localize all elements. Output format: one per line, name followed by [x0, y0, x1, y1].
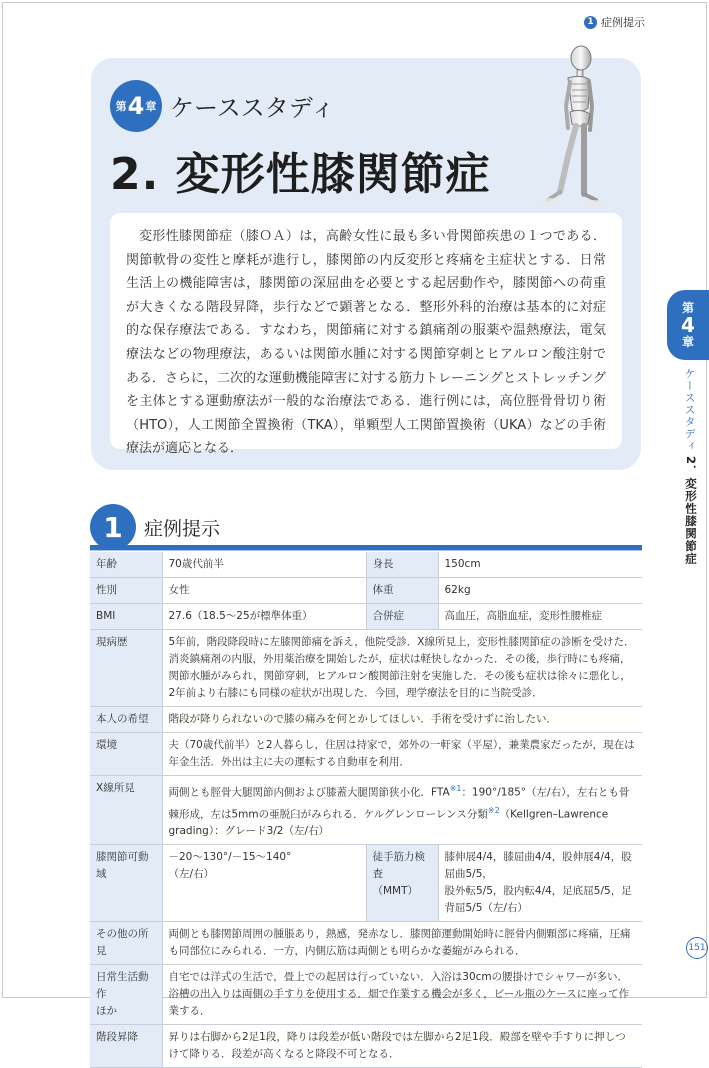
chapter-badge-suffix: 章 — [145, 100, 157, 113]
xray-text-3: （Kellgren–Lawrence grading）：グレード3/2（左/右） — [168, 808, 609, 837]
side-chapter-name: ケーススタディ — [683, 368, 696, 452]
chapter-title: ケーススタディ — [170, 94, 335, 122]
row-value-other: 両側とも膝関節周囲の腫脹あり，熱感，発赤なし．膝関節運動開始時に脛骨内側顆部に疼痛，圧痛も同部位にみられる．一方，内側広筋は両側とも明らかな萎縮がみられる． — [162, 922, 642, 965]
row-label-xray: X線所見 — [90, 776, 162, 845]
side-tab-suffix: 章 — [681, 334, 694, 349]
case-table — [90, 552, 642, 1068]
running-header-label: 症例提示 — [601, 16, 645, 29]
table-row — [90, 733, 642, 776]
row-value-age: 70歳代前半 — [162, 552, 366, 578]
side-tab-number: 4 — [681, 312, 695, 337]
row-label-comorbid: 合併症 — [366, 604, 438, 630]
chapter-badge-number: 4 — [127, 92, 145, 120]
running-header-number: 1 — [584, 16, 597, 29]
xray-text-2: ：190°/185°（左/右），左右とも骨棘形成，左は5mmの亜脱臼がみられる．ケルグレンローレンス分類 — [168, 786, 630, 820]
rom-value-line-2: （左/右） — [168, 868, 215, 880]
table-row — [90, 707, 642, 733]
abstract-text: 変形性膝関節症（膝ＯＡ）は，高齢女性に最も多い骨関節疾患の１つである．関節軟骨の変性と摩耗が進行し，膝関節の内反変形と疼痛を主症状とする．日常生活上の機能障害は，膝関節の深屈曲を必要とする起居動作や，膝関節への荷重が大きくなる階段昇降，歩行などで顕著となる．整形外科的治療は基本的に対症的な保存療法である．すなわち，関節痛に対する鎮痛剤の服薬や温熱療法，電気療法などの物理療法，あるいは関節水腫に対する関節穿刺とヒアルロン酸注射である．さらに，二次的な運動機能障害に対する筋力トレーニングとストレッチングを主体とする運動療法が一般的な治療法である．進行例には，高位脛骨骨切り術（HTO），人工関節全置換術（TKA），単顆型人工関節置換術（UKA）などの手術療法が適応となる． — [110, 213, 622, 449]
table-row — [90, 578, 642, 604]
table-row — [90, 630, 642, 707]
mmt-label-line-1: 徒手筋力検査 — [372, 851, 425, 880]
row-label-history: 現病歴 — [90, 630, 162, 707]
xray-footnote-1[interactable]: ※1 — [449, 784, 462, 793]
chapter-side-tab[interactable] — [667, 290, 709, 360]
table-row — [90, 776, 642, 845]
row-value-weight: 62kg — [438, 578, 642, 604]
row-label-mmt — [366, 845, 438, 922]
table-row — [90, 604, 642, 630]
row-value-comorbid: 高血圧，高脂血症，変形性腰椎症 — [438, 604, 642, 630]
mmt-label-line-2: （MMT） — [372, 885, 419, 897]
row-value-rom — [162, 845, 366, 922]
side-tab-prefix: 第 — [681, 300, 694, 315]
table-row — [90, 1025, 642, 1068]
row-value-adl: 自宅では洋式の生活で，畳上での起居は行っていない．入浴は30cmの腰掛けでシャワーが多い．浴槽の出入りは両側の手すりを使用する．畑で作業する機会が多く，ビール瓶のケースに座って作業する． — [162, 965, 642, 1025]
chapter-badge — [110, 80, 162, 132]
row-label-age: 年齢 — [90, 552, 162, 578]
side-section-name: 2．変形性膝関節症 — [684, 456, 698, 566]
row-value-sex: 女性 — [162, 578, 366, 604]
row-label-adl — [90, 965, 162, 1025]
section-title: 症例提示 — [144, 518, 221, 540]
mmt-value-line-2: 股外転5/5，股内転4/4，足底屈5/5，足背屈5/5（左/右） — [444, 885, 632, 914]
rom-value-line-1: －20～130°/－15～140° — [168, 851, 292, 863]
row-label-other: その他の所見 — [90, 922, 162, 965]
row-value-env: 夫（70歳代前半）と2人暮らし，住居は持家で，郊外の一軒家（平屋），兼業農家だったが，現在は年金生活．外出は主に夫の運転する自動車を利用． — [162, 733, 642, 776]
mmt-value-line-1: 膝伸展4/4，膝屈曲4/4，股伸展4/4，股屈曲5/5， — [444, 851, 632, 880]
row-label-sex: 性別 — [90, 578, 162, 604]
row-value-stairs: 昇りは右脚から2足1段，降りは段差が低い階段では左脚から2足1段．殿部を壁や手すりに押しつけて降りる．段差が高くなると降段不可となる． — [162, 1025, 642, 1068]
row-label-bmi: BMI — [90, 604, 162, 630]
row-label-stairs: 階段昇降 — [90, 1025, 162, 1068]
row-value-height: 150cm — [438, 552, 642, 578]
page-number: 151 — [686, 937, 708, 959]
running-header — [584, 14, 645, 30]
row-label-height: 身長 — [366, 552, 438, 578]
table-row — [90, 845, 642, 922]
row-label-weight: 体重 — [366, 578, 438, 604]
xray-footnote-2[interactable]: ※2 — [487, 805, 500, 815]
table-row — [90, 552, 642, 578]
table-row — [90, 965, 642, 1025]
xray-text-1: 両側とも脛骨大腿関節内側および膝蓋大腿関節狭小化．FTA — [168, 786, 450, 799]
row-value-history: 5年前，階段降段時に左膝関節痛を訴え，他院受診．X線所見上，変形性膝関節症の診断を受けた．消炎鎮痛剤の内服，外用薬治療を開始したが，症状は軽快しなかった．その後，歩行時にも疼痛，関節水腫がみられ，関節穿刺，ヒアルロン酸関節注射を実施した．その後も症状は徐々に悪化し，2年前より右膝にも同様の症状が出現した．今回，理学療法を目的に当院受診． — [162, 630, 642, 707]
row-label-rom: 膝関節可動域 — [90, 845, 162, 922]
section-number-badge: 1 — [90, 504, 136, 550]
section-rule-light — [90, 550, 642, 551]
row-value-mmt — [438, 845, 642, 922]
row-value-hope: 階段が降りられないので膝の痛みを何とかしてほしい．手術を受けずに治したい． — [162, 707, 642, 733]
table-row — [90, 922, 642, 965]
chapter-badge-prefix: 第 — [115, 100, 127, 113]
row-label-env: 環境 — [90, 733, 162, 776]
page-title: 2. 変形性膝関節症 — [110, 149, 491, 200]
adl-label-line-2: ほか — [96, 1005, 117, 1017]
row-value-xray — [162, 776, 642, 845]
row-label-hope: 本人の希望 — [90, 707, 162, 733]
walking-skeleton-icon — [532, 44, 612, 210]
adl-label-line-1: 日常生活動作 — [96, 971, 149, 1000]
row-value-bmi: 27.6（18.5～25が標準体重） — [162, 604, 366, 630]
